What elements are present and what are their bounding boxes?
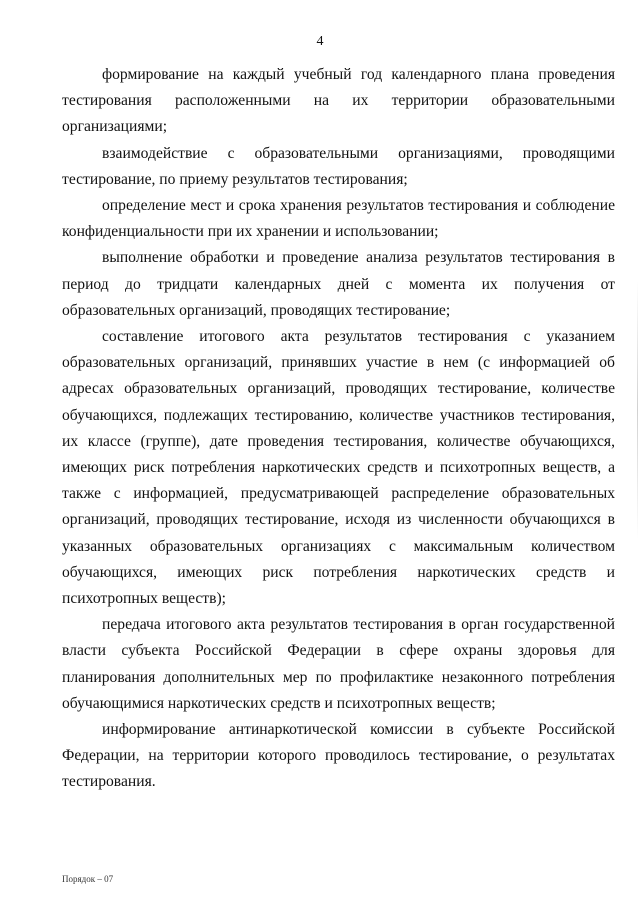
paragraph-final-act: составление итогового акта результатов тестирования с указанием образовательных организаций, принявших участие в нем (с информацией об адресах образовательных организаций, проводящих тестирование, количестве обучающихся, подлежащих тестированию, количестве участников тестирования, их классе (группе), дате проведения тестирования, количестве обучающихся, имеющих риск потребления наркотических средств и психотропных веществ, а также с информацией, предусматривающей распределение образовательных организаций, проводящих тестирование, исходя из численности обучающихся в указанных образовательных организациях с максимальным количеством обучающихся, имеющих риск потребления наркотических средств и психотропных веществ); [62,328,615,608]
scan-edge-shadow [637,280,638,540]
paragraph-storage: определение мест и срока хранения результатов тестирования и соблюдение конфиденциальности при их хранении и использовании; [62,197,615,241]
paragraph-analysis: выполнение обработки и проведение анализа результатов тестирования в период до тридцати календарных дней с момента их получения от образовательных организаций, проводящих тестирование; [62,249,615,319]
page-number: 4 [316,34,324,49]
paragraph-informing: информирование антинаркотической комиссии в субъекте Российской Федерации, на территории которого проводилось тестирование, о результатах тестирования. [62,721,615,791]
paragraph-testing-plan: формирование на каждый учебный год календарного плана проведения тестирования расположенными на их территории образовательными организациями; [62,66,615,136]
document-body [62,62,615,796]
footer-document-code: Порядок – 07 [62,874,114,884]
paragraph-transfer: передача итогового акта результатов тестирования в орган государственной власти субъекта Российской Федерации в сфере охраны здоровья для планирования дополнительных мер по профилактике незаконного потребления обучающимися наркотических средств и психотропных веществ; [62,616,615,712]
paragraph-interaction: взаимодействие с образовательными организациями, проводящими тестирование, по приему результатов тестирования; [62,144,615,188]
